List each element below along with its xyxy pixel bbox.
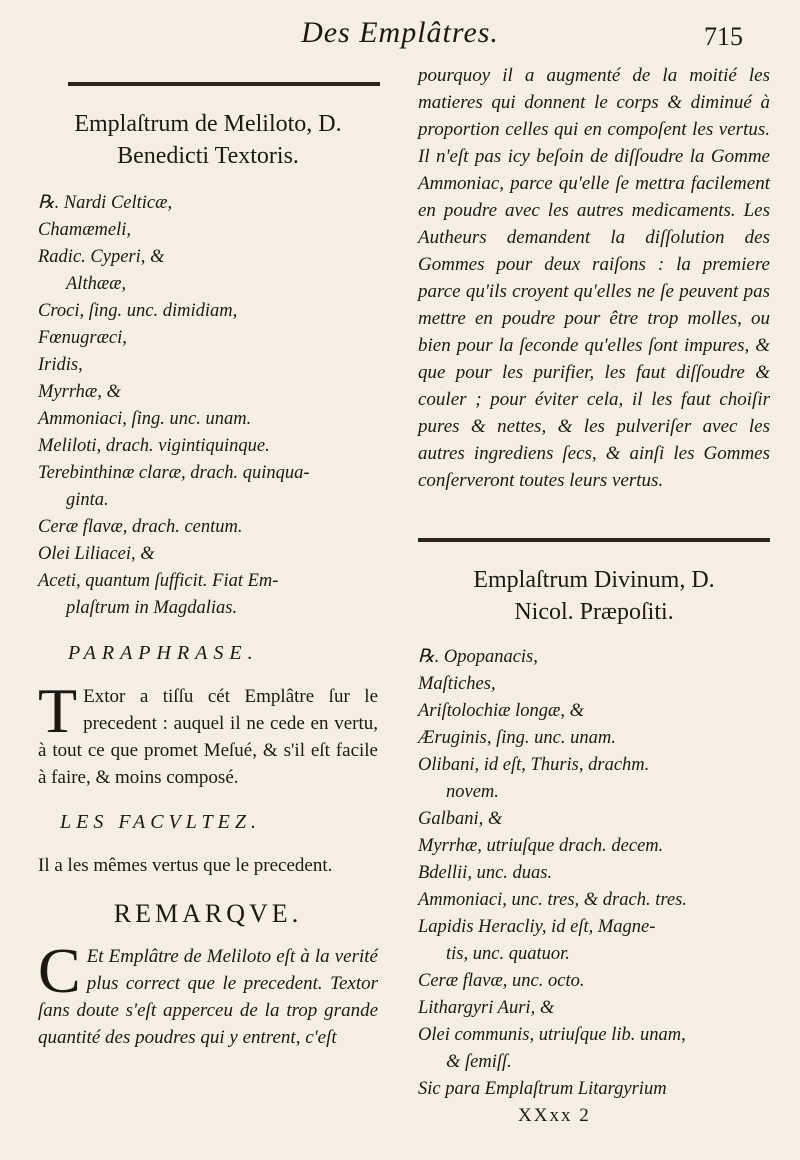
ingredient-line: novem. [446, 782, 499, 802]
drop-capital: T [38, 675, 78, 746]
ingredient-line: ginta. [66, 490, 109, 510]
ingredient-line: Croci, ſing. unc. dimidiam, [38, 301, 238, 321]
remarque-continuation: pourquoy il a augmenté de la moitié les matieres qui donnent le corps & diminué à proportion celles qui en compoſent les vertus. Il n'eſt pas icy beſoin de diſſoudre la Gomme Ammoniac, parce qu'elle ſe mettra facilement en poudre avec les autres medicaments. Les Autheurs demandent la diſſolution des Gommes pour deux raiſons : la premiere parce qu'ils croyent qu'elles ne ſe peuvent pas mettre en poudre pour être trop molles, ou bien pour la ſeconde qu'elles ſont impures, & que pour les purifier, les faut diſſoudre & couler ; pour éviter cela, il les faut choiſir pures & nettes, & les pulveriſer avec les autres ingrediens ſecs, & ainſi les Gommes conſerveront toutes leurs vertus. [418, 65, 770, 491]
ornamental-rule [68, 82, 380, 86]
ingredient-line: ℞. Opopanacis, [418, 647, 538, 667]
ingredient-line: Myrrhæ, & [38, 382, 121, 402]
ingredient-line: & ſemiſſ. [446, 1052, 512, 1072]
signature-mark: XXxx 2 [518, 1105, 591, 1126]
ingredient-line: Ceræ flavæ, drach. centum. [38, 517, 243, 537]
recipe-ingredients [38, 190, 378, 622]
ingredient-line: Ammoniaci, ſing. unc. unam. [38, 409, 252, 429]
ingredient-line: plaſtrum in Magdalias. [66, 598, 238, 618]
remarque-paragraph [38, 935, 378, 1051]
ingredient-line: Terebinthinæ claræ, drach. quinqua- [38, 463, 310, 483]
ingredient-line: Sic para Emplaſtrum Litargyrium [418, 1079, 667, 1099]
ingredient-line: Olibani, id eſt, Thuris, drachm. [418, 755, 650, 775]
ingredient-line: Iridis, [38, 355, 83, 375]
ingredient-line: Lithargyri Auri, & [418, 998, 555, 1018]
title-line: Nicol. Præpoſiti. [514, 599, 674, 625]
ingredient-line: Radic. Cyperi, & [38, 247, 165, 267]
running-title: Des Emplâtres. [301, 16, 499, 49]
ingredient-line: Meliloti, drach. vigintiquinque. [38, 436, 270, 456]
ingredient-line: Fœnugræci, [38, 328, 127, 348]
ingredient-line: Olei communis, utriuſque lib. unam, [418, 1025, 686, 1045]
facultez-paragraph: Il a les mêmes vertus que le precedent. [38, 855, 333, 876]
ingredient-line: ℞. Nardi Celticæ, [38, 193, 173, 213]
recipe-title-melilot [38, 108, 378, 172]
recipe-ingredients [418, 644, 770, 1103]
ingredient-line: Bdellii, unc. duas. [418, 863, 553, 883]
paraphrase-heading: PARAPHRASE. [68, 642, 259, 664]
page-number: 715 [704, 22, 743, 51]
ingredient-line: Ariſtolochiæ longæ, & [418, 701, 584, 721]
ingredient-line: Chamæmeli, [38, 220, 132, 240]
recipe-title-divinum [418, 564, 770, 628]
ingredient-line: Lapidis Heracliy, id eſt, Magne- [418, 917, 656, 937]
paraphrase-text: Extor a tiſſu cét Emplâtre ſur le precedent : auquel il ne cede en vertu, à tout ce que promet Meſué, & s'il eſt facile à faire, & moins composé. [38, 686, 378, 788]
ingredient-line: Ceræ flavæ, unc. octo. [418, 971, 585, 991]
title-line: Benedicti Textoris. [117, 143, 299, 169]
paraphrase-paragraph [38, 675, 378, 791]
left-column [38, 62, 378, 1051]
ingredient-line: Ammoniaci, unc. tres, & drach. tres. [418, 890, 687, 910]
ingredient-line: Maſtiches, [418, 674, 496, 694]
ingredient-line: Olei Liliacei, & [38, 544, 155, 564]
right-column [418, 62, 770, 1127]
ingredient-line: Myrrhæ, utriuſque drach. decem. [418, 836, 664, 856]
ornamental-rule [418, 538, 770, 542]
ingredient-line: Galbani, & [418, 809, 503, 829]
drop-capital: C [38, 935, 81, 1006]
ingredient-line: tis, unc. quatuor. [446, 944, 570, 964]
ingredient-line: Aceti, quantum ſufficit. Fiat Em- [38, 571, 279, 591]
facultez-heading: LES FACVLTEZ. [60, 811, 261, 833]
remarque-text: Et Emplâtre de Meliloto eſt à la verité plus correct que le precedent. Textor ſans doute s'eſt apperceu de la trop grande quantité des poudres qui y entrent, c'eſt [38, 946, 378, 1048]
ingredient-line: Æruginis, ſing. unc. unam. [418, 728, 616, 748]
ingredient-line: Althææ, [66, 274, 127, 294]
title-line: Emplaſtrum de Meliloto, D. [74, 111, 342, 137]
title-line: Emplaſtrum Divinum, D. [473, 567, 715, 593]
remarque-heading: REMARQVE. [113, 899, 303, 928]
